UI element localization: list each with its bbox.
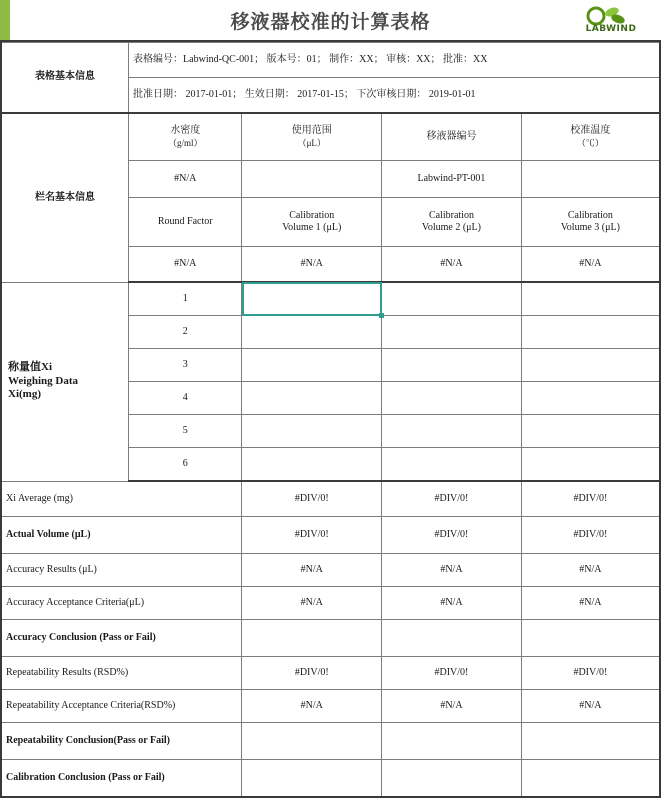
result-repeatability-results-3[interactable]: #DIV/0! — [521, 657, 660, 690]
result-repeatability-conclusion-3[interactable] — [521, 723, 660, 760]
result-accuracy-criteria-3[interactable]: #N/A — [521, 587, 660, 620]
result-xi-average-3[interactable]: #DIV/0! — [521, 481, 660, 517]
header-usage-range-line2: （μL） — [297, 137, 326, 148]
header-round-factor — [129, 198, 242, 247]
result-label-calibration-conclusion: Calibration Conclusion (Pass or Fail) — [1, 760, 242, 798]
cell-round-factor-value[interactable]: #N/A — [129, 247, 242, 283]
weighing-index-1: 1 — [129, 282, 242, 316]
header-water-density-line1: 水密度 — [170, 125, 201, 137]
header-calibration-volume-3-line1: Calibration — [567, 209, 613, 221]
table-row — [1, 723, 660, 760]
calibration-table — [0, 42, 661, 798]
result-accuracy-criteria-1[interactable]: #N/A — [242, 587, 382, 620]
header-water-density — [129, 113, 242, 161]
weighing-cell-6-1[interactable] — [242, 448, 382, 482]
result-repeatability-conclusion-1[interactable] — [242, 723, 382, 760]
result-calibration-conclusion-3[interactable] — [521, 760, 660, 798]
result-calibration-conclusion-1[interactable] — [242, 760, 382, 798]
result-label-repeatability-criteria: Repeatability Acceptance Criteria(RSD%) — [1, 690, 242, 723]
result-repeatability-criteria-2[interactable]: #N/A — [382, 690, 522, 723]
table-row — [1, 282, 660, 316]
basic-info-line1: 表格编号：Labwind-QC-001； 版本号：01； 制作：XX； 审核：XX； 批准：XX — [129, 43, 660, 78]
weighing-cell-6-3[interactable] — [521, 448, 660, 482]
result-accuracy-conclusion-1[interactable] — [242, 620, 382, 657]
result-repeatability-criteria-1[interactable]: #N/A — [242, 690, 382, 723]
header-calibration-volume-2 — [382, 198, 522, 247]
header-calibration-temp — [521, 113, 660, 161]
table-row — [1, 517, 660, 554]
header-calibration-temp-line2: （℃） — [576, 137, 604, 148]
weighing-index-2: 2 — [129, 316, 242, 349]
result-actual-volume-1[interactable]: #DIV/0! — [242, 517, 382, 554]
result-accuracy-results-3[interactable]: #N/A — [521, 554, 660, 587]
table-row — [1, 690, 660, 723]
weighing-index-6: 6 — [129, 448, 242, 482]
table-row — [1, 43, 660, 78]
result-label-xi-average: Xi Average (mg) — [1, 481, 242, 517]
weighing-cell-2-1[interactable] — [242, 316, 382, 349]
header-calibration-volume-2-line2: Volume 2 (μL) — [421, 222, 481, 233]
weighing-row-label — [1, 282, 129, 481]
header-calibration-volume-1 — [242, 198, 382, 247]
table-row — [1, 760, 660, 798]
result-repeatability-results-2[interactable]: #DIV/0! — [382, 657, 522, 690]
table-row — [1, 587, 660, 620]
weighing-cell-4-2[interactable] — [382, 382, 522, 415]
result-actual-volume-2[interactable]: #DIV/0! — [382, 517, 522, 554]
header-calibration-volume-2-line1: Calibration — [428, 209, 474, 221]
weighing-cell-1-1[interactable] — [242, 282, 382, 316]
header-pipette-id-line1: 移液器编号 — [426, 130, 477, 142]
header-calibration-temp-line1: 校准温度 — [570, 125, 611, 137]
weighing-cell-1-2[interactable] — [382, 282, 522, 316]
cell-water-density-value[interactable]: #N/A — [129, 161, 242, 198]
cell-calibration-volume-2-value[interactable]: #N/A — [382, 247, 522, 283]
result-calibration-conclusion-2[interactable] — [382, 760, 522, 798]
table-row — [1, 481, 660, 517]
header-usage-range — [242, 113, 382, 161]
header-calibration-volume-3-line2: Volume 3 (μL) — [560, 222, 620, 233]
weighing-cell-4-3[interactable] — [521, 382, 660, 415]
basic-info-line2: 批准日期： 2017-01-01； 生效日期： 2017-01-15； 下次审核日期： 2019-01-01 — [129, 78, 660, 114]
result-actual-volume-3[interactable]: #DIV/0! — [521, 517, 660, 554]
weighing-cell-5-3[interactable] — [521, 415, 660, 448]
weighing-cell-6-2[interactable] — [382, 448, 522, 482]
result-xi-average-1[interactable]: #DIV/0! — [242, 481, 382, 517]
result-label-accuracy-conclusion: Accuracy Conclusion (Pass or Fail) — [1, 620, 242, 657]
header-pipette-id — [382, 113, 522, 161]
result-accuracy-criteria-2[interactable]: #N/A — [382, 587, 522, 620]
weighing-label-line2: Weighing Data — [8, 374, 78, 387]
cell-pipette-id-value[interactable]: Labwind-PT-001 — [382, 161, 522, 198]
page-title: 移液器校准的计算表格 — [230, 10, 431, 33]
header-water-density-line2: （g/ml） — [167, 137, 203, 148]
table-row — [1, 657, 660, 690]
result-repeatability-conclusion-2[interactable] — [382, 723, 522, 760]
result-label-actual-volume: Actual Volume (μL) — [1, 517, 242, 554]
cell-calibration-volume-3-value[interactable]: #N/A — [521, 247, 660, 283]
cell-calibration-volume-1-value[interactable]: #N/A — [242, 247, 382, 283]
table-row — [1, 554, 660, 587]
weighing-cell-5-2[interactable] — [382, 415, 522, 448]
logo-mark-icon — [585, 6, 637, 26]
result-accuracy-results-1[interactable]: #N/A — [242, 554, 382, 587]
header-calibration-volume-1-line2: Volume 1 (μL) — [282, 222, 342, 233]
weighing-cell-2-3[interactable] — [521, 316, 660, 349]
result-label-repeatability-results: Repeatability Results (RSD%) — [1, 657, 242, 690]
result-accuracy-results-2[interactable]: #N/A — [382, 554, 522, 587]
weighing-cell-5-1[interactable] — [242, 415, 382, 448]
weighing-label-line3: Xi(mg) — [8, 388, 41, 401]
weighing-cell-3-1[interactable] — [242, 349, 382, 382]
table-row — [1, 113, 660, 161]
weighing-cell-3-3[interactable] — [521, 349, 660, 382]
result-label-accuracy-results: Accuracy Results (μL) — [1, 554, 242, 587]
result-label-accuracy-criteria: Accuracy Acceptance Criteria(μL) — [1, 587, 242, 620]
weighing-label-line1: 称量值Xi — [8, 360, 52, 373]
header-round-factor-line1: Round Factor — [157, 215, 213, 227]
accent-bar — [0, 0, 10, 40]
document-title-band — [0, 0, 661, 42]
header-calibration-volume-1-line1: Calibration — [289, 209, 335, 221]
result-xi-average-2[interactable]: #DIV/0! — [382, 481, 522, 517]
weighing-index-5: 5 — [129, 415, 242, 448]
header-calibration-volume-3 — [521, 198, 660, 247]
table-row — [1, 620, 660, 657]
result-accuracy-conclusion-2[interactable] — [382, 620, 522, 657]
cell-usage-range-value[interactable] — [242, 161, 382, 198]
result-label-repeatability-conclusion: Repeatability Conclusion(Pass or Fail) — [1, 723, 242, 760]
weighing-index-3: 3 — [129, 349, 242, 382]
logo-brand-text: LABWIND — [585, 24, 637, 34]
labwind-logo — [569, 2, 653, 38]
weighing-index-4: 4 — [129, 382, 242, 415]
cell-calibration-temp-value[interactable] — [521, 161, 660, 198]
weighing-cell-3-2[interactable] — [382, 349, 522, 382]
weighing-cell-1-3[interactable] — [521, 282, 660, 316]
weighing-cell-2-2[interactable] — [382, 316, 522, 349]
header-usage-range-line1: 使用范围 — [291, 125, 332, 137]
basic-info-row-label: 表格基本信息 — [1, 43, 129, 114]
result-accuracy-conclusion-3[interactable] — [521, 620, 660, 657]
result-repeatability-results-1[interactable]: #DIV/0! — [242, 657, 382, 690]
result-repeatability-criteria-3[interactable]: #N/A — [521, 690, 660, 723]
weighing-cell-4-1[interactable] — [242, 382, 382, 415]
column-info-row-label: 栏名基本信息 — [1, 113, 129, 282]
